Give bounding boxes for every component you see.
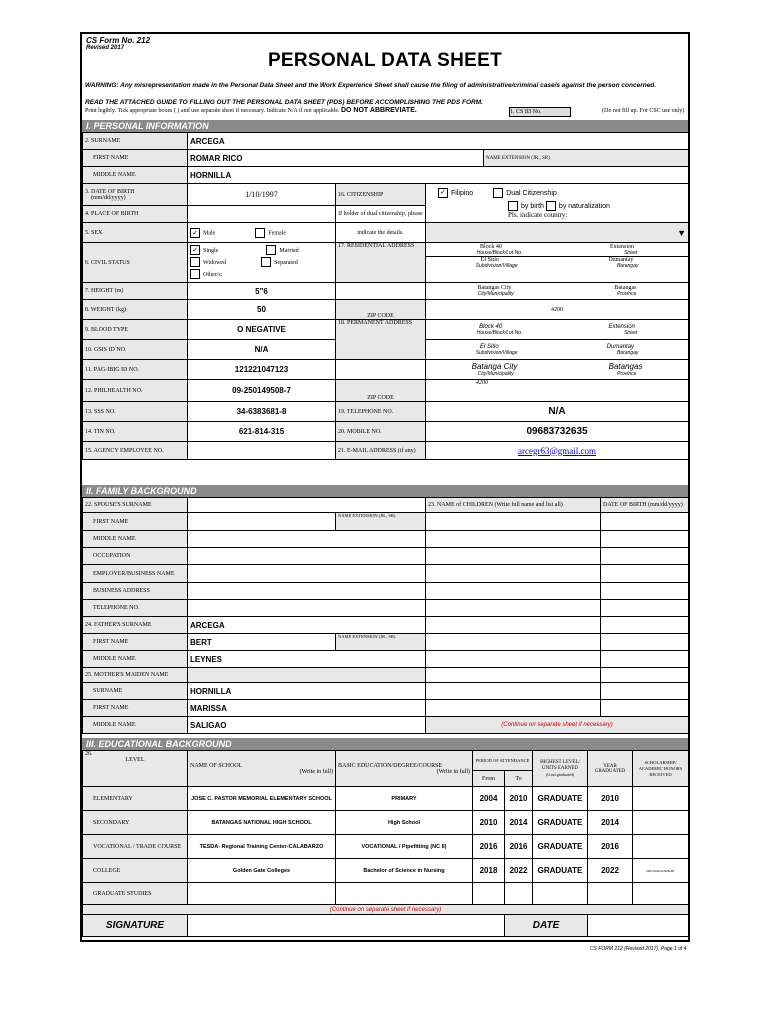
year-graduated-header: YEAR GRADUATED <box>588 751 633 787</box>
dual-note-2: indicate the details. <box>336 223 426 243</box>
child-dob-7[interactable] <box>601 617 689 634</box>
perm-block[interactable]: Block 40 <box>479 323 503 330</box>
education-from[interactable]: 2016 <box>473 835 505 859</box>
middle-name-field[interactable]: HORNILLA <box>188 167 689 184</box>
education-from[interactable] <box>473 883 505 905</box>
child-name-3[interactable] <box>426 548 601 565</box>
child-name-10[interactable] <box>426 668 601 683</box>
from-header: From <box>473 771 505 787</box>
cs-id-label: 1. CS ID No. <box>509 107 571 117</box>
res-barangay[interactable]: Dumantay <box>608 257 634 263</box>
children-header: 23. NAME of CHILDREN (Write full name and list all) <box>426 498 601 513</box>
perm-block-row: Block 40 Extension House/Block/Lot No. Street <box>426 320 689 340</box>
spouse-occupation-label: OCCUPATION <box>83 548 188 565</box>
mother-first-label: FIRST NAME <box>83 700 188 717</box>
child-name-5[interactable] <box>426 583 601 600</box>
perm-city-row: Batanga City Batangas City/Municipality Province <box>426 360 689 380</box>
indicate-country-text: Pls. indicate country: <box>508 211 568 219</box>
agency-employee-label: 15. AGENCY EMPLOYEE NO. <box>83 442 188 460</box>
residential-address-label: 17. RESIDENTIAL ADDRESS <box>336 243 426 283</box>
sex-options: ✓ Male Female <box>188 223 336 243</box>
perm-city[interactable]: Batanga City <box>471 362 518 371</box>
child-name-9[interactable] <box>426 651 601 668</box>
form-number: CS Form No. 212 <box>86 36 151 45</box>
spouse-surname-label: 22. SPOUSE'S SURNAME <box>83 498 188 513</box>
permanent-address-label: 18. PERMANENT ADDRESS <box>336 320 426 360</box>
middle-name-label: MIDDLE NAME <box>83 167 188 184</box>
civil-status-label: 6. CIVIL STATUS <box>83 243 188 283</box>
to-header: To <box>505 771 533 787</box>
signature-label: SIGNATURE <box>83 915 188 937</box>
section-educational-background: III. EDUCATIONAL BACKGROUND <box>82 738 688 750</box>
child-name-6[interactable] <box>426 600 601 617</box>
res-province[interactable]: Batangas <box>614 285 637 291</box>
child-name-8[interactable] <box>426 634 601 651</box>
dual-note: If holder of dual citizenship, please <box>336 206 426 223</box>
perm-province[interactable]: Batangas <box>608 362 643 371</box>
education-school[interactable]: TESDA- Regional Training Center-CALABARZO <box>188 835 336 859</box>
gsis-field[interactable]: N/A <box>188 340 336 360</box>
res-zip-label: ZIP CODE <box>336 300 426 320</box>
child-dob-3[interactable] <box>601 548 689 565</box>
pagibig-field[interactable]: 121221047123 <box>188 360 336 380</box>
country-dropdown[interactable]: ▼ <box>426 223 689 243</box>
education-row <box>83 859 689 883</box>
education-level: COLLEGE <box>83 859 188 883</box>
education-level: SECONDARY <box>83 811 188 835</box>
perm-subdivision[interactable]: El Sitio <box>480 343 499 350</box>
education-from[interactable]: 2010 <box>473 811 505 835</box>
tin-field[interactable]: 621-814-315 <box>188 422 336 442</box>
blood-type-label: 9. BLOOD TYPE <box>83 320 188 340</box>
filipino-checkbox[interactable]: ✓ <box>438 188 448 198</box>
married-checkbox[interactable] <box>266 245 276 255</box>
res-zip-field[interactable]: 4200 <box>426 300 689 320</box>
height-label: 7. HEIGHT (m) <box>83 283 188 300</box>
weight-label: 8. WEIGHT (kg) <box>83 300 188 320</box>
education-row <box>83 787 689 811</box>
email-field[interactable]: arcegr63@gmail.com <box>518 445 597 456</box>
education-level: GRADUATE STUDIES <box>83 883 188 905</box>
citizenship-label: 16. CITIZENSHIP <box>336 184 426 206</box>
education-school[interactable]: BATANGAS NATIONAL HIGH SCHOOL <box>188 811 336 835</box>
csc-note: (Do not fill up. For CSC use only) <box>602 108 685 114</box>
period-header: PERIOD OF ATTENDANCE <box>473 751 533 771</box>
education-to[interactable]: 2010 <box>505 787 533 811</box>
child-dob-4[interactable] <box>601 565 689 583</box>
education-course[interactable]: Bachelor of Science in Nursing <box>336 859 473 883</box>
perm-zip-label: ZIP CODE <box>336 380 426 402</box>
pagibig-label: 11. PAG-IBIG ID NO. <box>83 360 188 380</box>
spouse-employer-label: EMPLOYER/BUSINESS NAME <box>83 565 188 583</box>
first-name-field[interactable]: ROMAR RICO <box>188 150 484 167</box>
sex-label: 5. SEX <box>83 223 188 243</box>
education-year-graduated[interactable]: 2016 <box>588 835 633 859</box>
page-title: PERSONAL DATA SHEET <box>267 50 503 71</box>
signature-field[interactable] <box>188 915 505 937</box>
blood-type-field[interactable]: O NEGATIVE <box>188 320 336 340</box>
father-first-field[interactable]: BERT <box>188 634 336 651</box>
education-number: 26. <box>85 751 93 757</box>
male-checkbox[interactable]: ✓ <box>190 228 200 238</box>
dual-citizenship-checkbox[interactable] <box>493 188 503 198</box>
pds-form <box>80 32 690 942</box>
child-dob-2[interactable] <box>601 531 689 548</box>
education-to[interactable] <box>505 883 533 905</box>
education-course[interactable]: VOCATIONAL / Pipefitting (NC II) <box>336 835 473 859</box>
mother-surname-label: SURNAME <box>83 683 188 700</box>
child-dob-10[interactable] <box>601 668 689 683</box>
widowed-checkbox[interactable] <box>190 257 200 267</box>
education-school[interactable]: Golden Gate Colleges <box>188 859 336 883</box>
revision: Revised 2017 <box>86 45 125 51</box>
child-dob-11[interactable] <box>601 683 689 700</box>
spouse-business-field[interactable] <box>188 583 426 600</box>
res-subdivision[interactable]: El Sitio <box>480 257 499 263</box>
warning-text: WARNING: Any misrepresentation made in the Personal Data Sheet and the Work Experience Sheet shall cause the filing of administrative/criminal case/s against the person concerned. <box>85 82 657 89</box>
child-dob-9[interactable] <box>601 651 689 668</box>
other-checkbox[interactable] <box>190 269 200 279</box>
child-dob-6[interactable] <box>601 600 689 617</box>
pob-label: 4. PLACE OF BIRTH <box>83 206 188 223</box>
education-highest-level[interactable]: GRADUATE <box>533 859 588 883</box>
father-surname-field[interactable]: ARCEGA <box>188 617 426 634</box>
education-row <box>83 835 689 859</box>
child-name-2[interactable] <box>426 531 601 548</box>
education-school[interactable]: JOSE C. PASTOR MEMORIAL ELEMENTARY SCHOOL <box>188 787 336 811</box>
education-course[interactable]: High School <box>336 811 473 835</box>
date-field[interactable] <box>588 915 689 937</box>
education-honors[interactable] <box>633 811 689 835</box>
education-year-graduated[interactable]: 2022 <box>588 859 633 883</box>
education-honors[interactable] <box>633 787 689 811</box>
form-footer: CS FORM 212 (Revised 2017), Page 1 of 4 <box>590 946 687 952</box>
dob-field[interactable]: 1/10/1997 <box>188 184 336 206</box>
education-to[interactable]: 2022 <box>505 859 533 883</box>
by-birth-checkbox[interactable] <box>508 201 518 211</box>
education-table <box>82 750 689 937</box>
child-name-7[interactable] <box>426 617 601 634</box>
family-background-table <box>82 497 689 734</box>
education-honors[interactable]: Mini-SCHOLARSHIP <box>633 859 689 883</box>
section-personal-information: I. PERSONAL INFORMATION <box>82 120 688 132</box>
education-row <box>83 883 689 905</box>
education-level: VOCATIONAL / TRADE COURSE <box>83 835 188 859</box>
gsis-label: 10. GSIS ID NO. <box>83 340 188 360</box>
education-to[interactable]: 2016 <box>505 835 533 859</box>
first-name-label: FIRST NAME <box>83 150 188 167</box>
spouse-business-label: BUSINESS ADDRESS <box>83 583 188 600</box>
civil-status-options: ✓ Single Married Widowed Separated Other/s: <box>188 243 336 283</box>
education-to[interactable]: 2014 <box>505 811 533 835</box>
telephone-label: 19. TELEPHONE NO. <box>336 402 426 422</box>
education-highest-level[interactable] <box>533 883 588 905</box>
personal-info-table <box>82 132 689 460</box>
spouse-middle-label: MIDDLE NAME <box>83 531 188 548</box>
highest-level-header: HIGHEST LEVEL/ UNITS EARNED (if not graduated) <box>533 751 588 787</box>
date-label: DATE <box>505 915 588 937</box>
section-family-background: II. FAMILY BACKGROUND <box>82 485 688 497</box>
perm-zip-field[interactable]: 4200 <box>426 380 689 402</box>
email-label: 21. E-MAIL ADDRESS (if any) <box>336 442 426 460</box>
spouse-first-field[interactable] <box>188 513 336 531</box>
spouse-telephone-field[interactable] <box>188 600 426 617</box>
child-dob-8[interactable] <box>601 634 689 651</box>
spouse-employer-field[interactable] <box>188 565 426 583</box>
course-header: BASIC EDUCATION/DEGREE/COURSE (Write in full) <box>336 751 473 787</box>
education-year-graduated[interactable]: 2014 <box>588 811 633 835</box>
education-highest-level[interactable]: GRADUATE <box>533 835 588 859</box>
education-continue-note: (Continue on separate sheet if necessary) <box>329 906 442 913</box>
mother-middle-field[interactable]: SALIGAO <box>188 717 426 734</box>
spouse-first-label: FIRST NAME <box>83 513 188 531</box>
female-checkbox[interactable] <box>255 228 265 238</box>
res-block[interactable]: Block 40 <box>480 244 502 250</box>
sss-field[interactable]: 34-6383681-8 <box>188 402 336 422</box>
sss-label: 13. SSS NO. <box>83 402 188 422</box>
education-highest-level[interactable]: GRADUATE <box>533 787 588 811</box>
residential-address-block: Block 40 Extension House/Block/Lot No. Street El Sitio Dumantay Subdivision/Village Barangay <box>426 243 689 283</box>
family-continue-note: (Continue on separate sheet if necessary) <box>501 722 613 728</box>
spouse-occupation-field[interactable] <box>188 548 426 565</box>
agency-employee-field[interactable] <box>188 442 336 460</box>
res-extension[interactable]: Extension <box>610 244 634 250</box>
philhealth-label: 12. PHILHEALTH NO. <box>83 380 188 402</box>
spouse-ext-field[interactable]: NAME EXTENSION (JR., SR) <box>336 513 426 531</box>
education-year-graduated[interactable] <box>588 883 633 905</box>
perm-subdivision-row: El Sitio Dumantay Subdivision/Village Barangay <box>426 340 689 360</box>
res-city[interactable]: Batangas City <box>477 285 512 291</box>
mobile-field[interactable]: 09683732635 <box>426 422 689 442</box>
father-ext-field[interactable]: NAME EXTENSION (JR., SR) <box>336 634 426 651</box>
name-extension-field[interactable]: NAME EXTENSION (JR., SR) <box>484 150 689 167</box>
father-first-label: FIRST NAME <box>83 634 188 651</box>
father-middle-field[interactable]: LEYNES <box>188 651 426 668</box>
education-level: ELEMENTARY <box>83 787 188 811</box>
read-guide-text: READ THE ATTACHED GUIDE TO FILLING OUT THE PERSONAL DATA SHEET (PDS) BEFORE ACCOMPLISHING THE PDS FORM. <box>85 99 483 106</box>
mother-surname-field[interactable]: HORNILLA <box>188 683 426 700</box>
level-header: LEVEL <box>125 757 145 763</box>
telephone-field[interactable]: N/A <box>426 402 689 422</box>
child-dob-5[interactable] <box>601 583 689 600</box>
education-from[interactable]: 2018 <box>473 859 505 883</box>
father-surname-label: 24. FATHER'S SURNAME <box>83 617 188 634</box>
dob-label: 3. DATE OF BIRTH (mm/dd/yyyy) <box>83 184 188 206</box>
pob-field[interactable] <box>188 206 336 223</box>
child-dob-1[interactable] <box>601 513 689 531</box>
honors-header: SCHOLARSHIP/ ACADEMIC HONORS RECEIVED <box>633 751 689 787</box>
mother-maiden-label: 25. MOTHER'S MAIDEN NAME <box>83 668 188 683</box>
education-school[interactable] <box>188 883 336 905</box>
height-field[interactable]: 5"6 <box>188 283 336 300</box>
weight-field[interactable]: 50 <box>188 300 336 320</box>
child-dob-12[interactable] <box>601 700 689 717</box>
tin-label: 14. TIN NO. <box>83 422 188 442</box>
separated-checkbox[interactable] <box>261 257 271 267</box>
surname-label: 2. SURNAME <box>83 133 188 150</box>
child-dob-header: DATE OF BIRTH (mm/dd/yyyy) <box>601 498 689 513</box>
philhealth-field[interactable]: 09-250149508-7 <box>188 380 336 402</box>
child-name-1[interactable] <box>426 513 601 531</box>
perm-extension[interactable]: Extension <box>608 323 635 330</box>
mobile-label: 20. MOBILE NO. <box>336 422 426 442</box>
by-naturalization-checkbox[interactable] <box>546 201 556 211</box>
education-highest-level[interactable]: GRADUATE <box>533 811 588 835</box>
surname-field[interactable]: ARCEGA <box>188 133 689 150</box>
citizenship-options: ✓ Filipino Dual Citizenship by birth by naturalization Pls. indicate country: <box>426 184 689 223</box>
mother-middle-label: MIDDLE NAME <box>83 717 188 734</box>
father-middle-label: MIDDLE NAME <box>83 651 188 668</box>
child-name-4[interactable] <box>426 565 601 583</box>
school-header: NAME OF SCHOOL (Write in full) <box>188 751 336 787</box>
child-name-12[interactable] <box>426 700 601 717</box>
education-row <box>83 811 689 835</box>
education-from[interactable]: 2004 <box>473 787 505 811</box>
spouse-middle-field[interactable] <box>188 531 426 548</box>
education-honors[interactable] <box>633 883 689 905</box>
education-course[interactable] <box>336 883 473 905</box>
res-city-block: Batangas City Batangas City/Municipality Province <box>426 283 689 300</box>
education-year-graduated[interactable]: 2010 <box>588 787 633 811</box>
perm-barangay[interactable]: Dumantay <box>606 343 635 350</box>
single-checkbox[interactable]: ✓ <box>190 245 200 255</box>
mother-first-field[interactable]: MARISSA <box>188 700 426 717</box>
education-honors[interactable] <box>633 835 689 859</box>
education-course[interactable]: PRIMARY <box>336 787 473 811</box>
spouse-telephone-label: TELEPHONE NO. <box>83 600 188 617</box>
instruction-text: Print legibly. Tick appropriate boxes ( ) and use separate sheet if necessary. Indicate N/A if not applicable. DO NOT ABBREVIATE. <box>85 107 417 114</box>
spouse-surname-field[interactable] <box>188 498 426 513</box>
child-name-11[interactable] <box>426 683 601 700</box>
